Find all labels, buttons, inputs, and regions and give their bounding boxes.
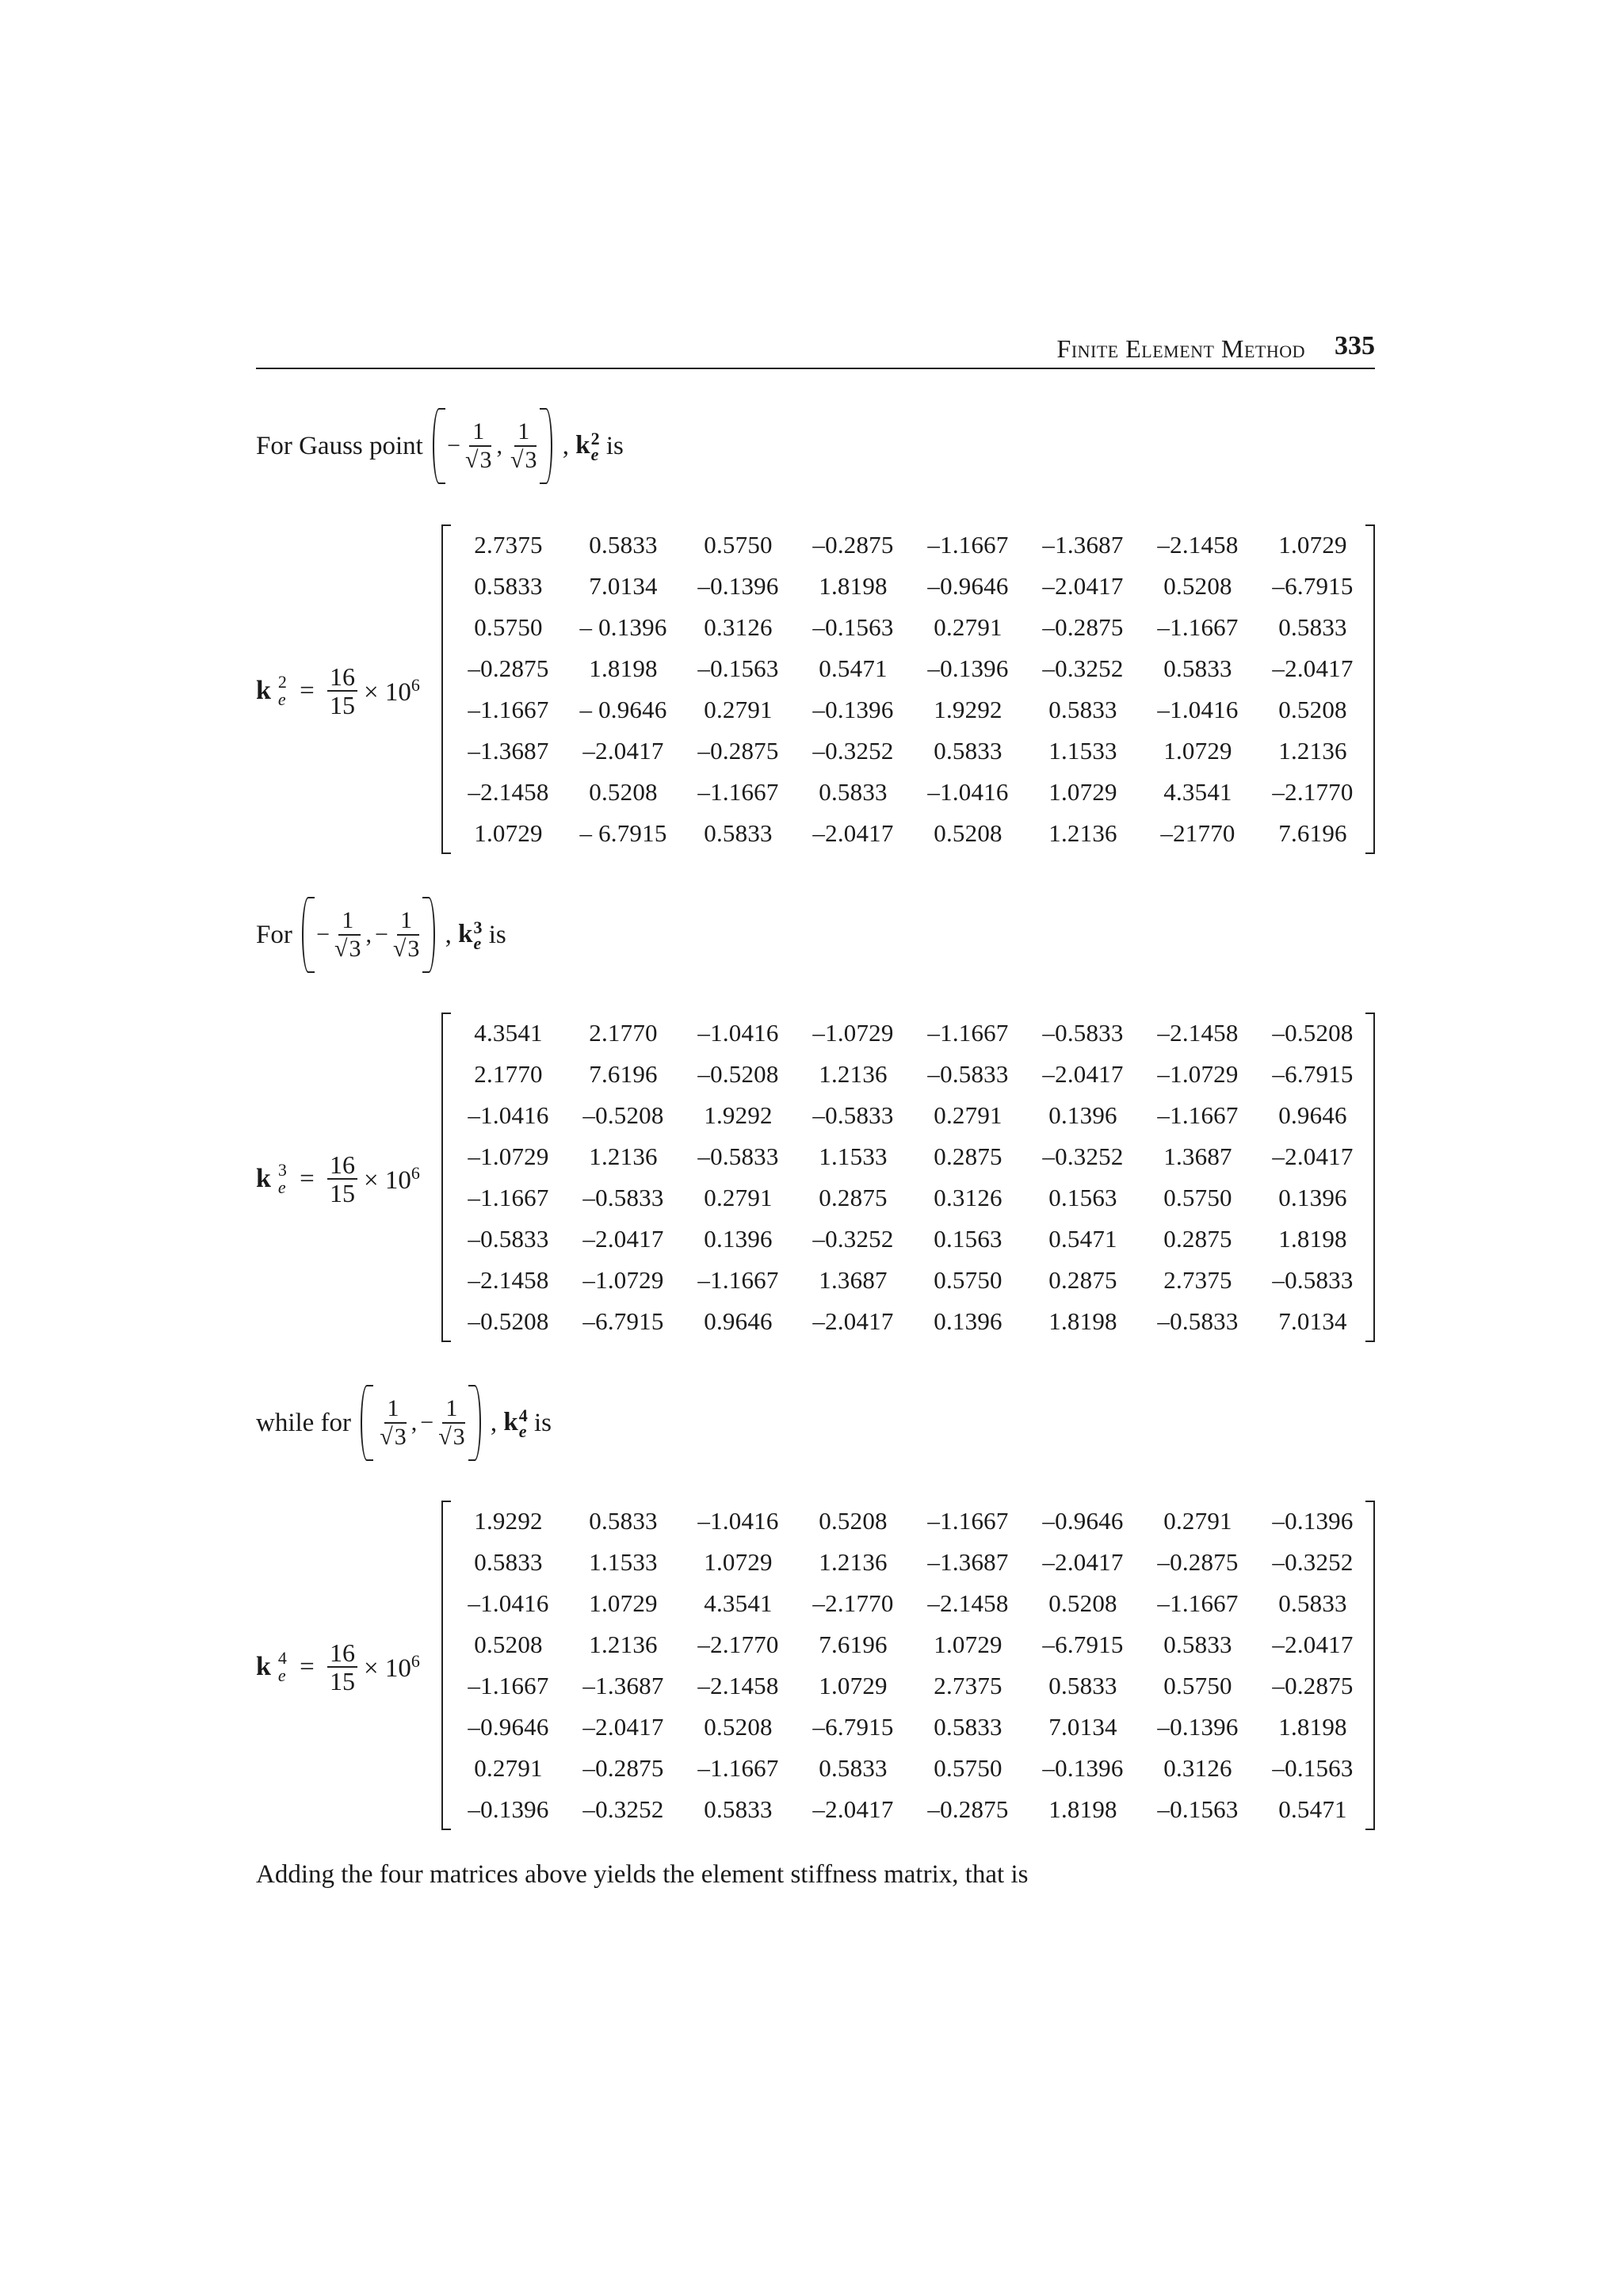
matrix-cell: –1.1667 [927, 1507, 1009, 1535]
matrix-cell: –2.0417 [1042, 1060, 1124, 1088]
stiffness-matrix [441, 1501, 1375, 1830]
exponent: 6 [411, 674, 420, 695]
intro-suffix: is [534, 1409, 552, 1437]
matrix-cell: 7.0134 [589, 572, 658, 600]
matrix-cell: 0.1563 [934, 1225, 1002, 1253]
gauss-point-tuple: − $\frac{1}{√3}$ , − $\frac{1}{√3}$ [302, 895, 435, 974]
matrix-cell: 1.2136 [819, 1060, 888, 1088]
matrix-cell: –0.1396 [1272, 1507, 1354, 1535]
matrix-cell: 1.1533 [819, 1142, 888, 1170]
intro-line-k4: while for $\frac{1}{√3}$ , − $\frac{1}{√3}$ , k 4 e is [256, 1383, 552, 1463]
matrix-cell: –0.1563 [1272, 1754, 1354, 1782]
page-number: 335 [1335, 331, 1375, 360]
matrix-cell: 1.2136 [1048, 819, 1117, 847]
matrix-cell: – 0.1396 [579, 613, 667, 641]
matrix-cell: –2.0417 [1272, 654, 1354, 682]
matrix-cell: –1.0729 [468, 1142, 549, 1170]
fraction-numerator: 1 [384, 1395, 403, 1424]
matrix-cell: 2.7375 [1163, 1266, 1232, 1294]
matrix-cell: –2.1458 [1157, 1019, 1239, 1047]
matrix-cell: –1.1667 [468, 1184, 549, 1211]
exponent: 6 [411, 1162, 420, 1183]
matrix-cell: 1.0729 [1278, 531, 1347, 559]
matrix-cell: –0.5833 [1042, 1019, 1124, 1047]
matrix-cell: –0.5833 [812, 1101, 894, 1129]
matrix-cell: 1.8198 [1048, 1307, 1117, 1335]
matrix-cell: 1.2136 [1278, 737, 1347, 765]
matrix-cell: –0.2875 [697, 737, 779, 765]
matrix-cell: 1.0729 [934, 1630, 1002, 1658]
matrix-cell: –2.0417 [1042, 572, 1124, 600]
matrix-row [441, 1095, 1375, 1136]
coefficient-numerator: 16 [327, 1639, 357, 1668]
k-superscript: 2 [590, 429, 600, 449]
matrix-cell: 0.5833 [819, 778, 888, 806]
matrix-cell: 0.1396 [934, 1307, 1002, 1335]
matrix-cell: –1.1667 [1157, 1101, 1239, 1129]
matrix-cell: 1.3687 [819, 1266, 888, 1294]
matrix-cell: –1.1667 [468, 1672, 549, 1699]
matrix-cell: 2.7375 [474, 531, 543, 559]
matrix-cell: –0.2875 [812, 531, 894, 559]
running-head-title: Finite Element Method [1056, 334, 1305, 363]
matrix-cell: –1.0729 [1157, 1060, 1239, 1088]
matrix-cell: –2.1458 [1157, 531, 1239, 559]
fraction-numerator: 1 [338, 907, 357, 936]
matrix-cell: –2.0417 [812, 819, 894, 847]
fraction-denominator: √3 [438, 1424, 465, 1450]
matrix-cell: 1.2136 [819, 1548, 888, 1576]
fraction-denominator: √3 [510, 447, 537, 473]
matrix-row [441, 1789, 1375, 1830]
coefficient-denominator: 15 [330, 1179, 356, 1207]
matrix-cell: –0.3252 [1272, 1548, 1354, 1576]
matrix-cell: 0.5833 [1278, 613, 1347, 641]
stiffness-matrix [441, 1013, 1375, 1342]
sqrt-radicand: 3 [394, 1424, 407, 1450]
matrix-cell: –1.0729 [812, 1019, 894, 1047]
matrix-cell: 0.5208 [589, 778, 658, 806]
fraction-denominator: √3 [392, 936, 420, 962]
matrix-cell: 0.5750 [1163, 1184, 1232, 1211]
matrix-cell: –1.1667 [1157, 1589, 1239, 1617]
matrix-cell: 1.2136 [589, 1142, 658, 1170]
matrix-cell: 0.5471 [1048, 1225, 1117, 1253]
equation-lhs: k 2 e = $\frac{16}{15}$ × $10^6$ [256, 662, 420, 719]
matrix-cell: –0.1396 [1157, 1713, 1239, 1741]
k-superscript: 4 [518, 1405, 528, 1426]
matrix-cell: 7.0134 [1278, 1307, 1347, 1335]
k-superscript: 3 [277, 1160, 287, 1180]
matrix-cell: –0.5833 [927, 1060, 1009, 1088]
k-symbol: k 3 e [458, 917, 483, 954]
tuple-sign: − [420, 1409, 434, 1436]
matrix-cell: 0.5833 [1048, 696, 1117, 723]
closing-paragraph: Adding the four matrices above yields the element stiffness matrix, that is [256, 1860, 1029, 1889]
matrix-row [441, 648, 1375, 689]
matrix-cell: 0.2791 [474, 1754, 543, 1782]
matrix-row [441, 813, 1375, 854]
matrix-cell: –6.7915 [812, 1713, 894, 1741]
matrix-cell: –2.0417 [1272, 1630, 1354, 1658]
matrix-cell: –2.1458 [468, 1266, 549, 1294]
fraction-numerator: 1 [514, 418, 533, 447]
matrix-cell: –0.5208 [1272, 1019, 1354, 1047]
coefficient-denominator: 15 [330, 691, 356, 719]
matrix-cell: 1.8198 [1048, 1795, 1117, 1823]
matrix-row [441, 1707, 1375, 1748]
gauss-point-tuple: $\frac{1}{√3}$ , − $\frac{1}{√3}$ [361, 1383, 480, 1463]
matrix-row [441, 1748, 1375, 1789]
intro-suffix: is [605, 432, 624, 460]
matrix-cell: 1.3687 [1163, 1142, 1232, 1170]
matrix-cell: 0.2791 [1163, 1507, 1232, 1535]
matrix-cell: 0.3126 [934, 1184, 1002, 1211]
matrix-cell: 0.5833 [704, 819, 773, 847]
tuple-fraction [509, 418, 538, 474]
matrix-cell: 0.5750 [934, 1754, 1002, 1782]
matrix-cell: 0.3126 [1163, 1754, 1232, 1782]
matrix-cell: –0.5833 [1272, 1266, 1354, 1294]
matrix-cell: 0.5833 [589, 531, 658, 559]
matrix-row [441, 1583, 1375, 1624]
matrix-cell: 2.1770 [589, 1019, 658, 1047]
matrix-cell: –2.1458 [697, 1672, 779, 1699]
matrix-cell: 0.2875 [1163, 1225, 1232, 1253]
matrix-cell: –0.9646 [468, 1713, 549, 1741]
matrix-row [441, 607, 1375, 648]
matrix-cell: 1.8198 [1278, 1225, 1347, 1253]
matrix-cell: –2.0417 [582, 1225, 664, 1253]
matrix-cell: –0.2875 [927, 1795, 1009, 1823]
matrix-cell: 0.2875 [1048, 1266, 1117, 1294]
tuple-fraction [391, 907, 421, 963]
k-symbol: k 4 e [503, 1405, 528, 1442]
matrix-cell: 0.3126 [704, 613, 773, 641]
matrix-cell: –1.1667 [927, 1019, 1009, 1047]
matrix-cell: –0.1396 [812, 696, 894, 723]
fraction-denominator: √3 [334, 936, 361, 962]
matrix-cell: 0.5208 [474, 1630, 543, 1658]
matrix-cell: 0.5750 [704, 531, 773, 559]
matrix-cell: –6.7915 [582, 1307, 664, 1335]
matrix-cell: – 0.9646 [579, 696, 667, 723]
matrix-cell: –1.0416 [927, 778, 1009, 806]
intro-suffix: is [488, 921, 506, 949]
power-of-ten: × 10 [364, 1165, 411, 1195]
matrix-cell: –0.2875 [1157, 1548, 1239, 1576]
matrix-row [441, 1054, 1375, 1095]
running-head [256, 331, 1375, 369]
matrix-row [441, 1013, 1375, 1054]
exponent: 6 [411, 1650, 420, 1671]
matrix-cell: –1.1667 [697, 1266, 779, 1294]
matrix-cell: 0.9646 [704, 1307, 773, 1335]
matrix-cell: –0.5208 [468, 1307, 549, 1335]
coefficient-fraction [327, 1151, 357, 1207]
intro-prefix: For [256, 921, 292, 949]
matrix-cell: 1.2136 [589, 1630, 658, 1658]
matrix-cell: 0.5208 [1048, 1589, 1117, 1617]
matrix-cell: 0.9646 [1278, 1101, 1347, 1129]
matrix-cell: 0.5833 [474, 572, 543, 600]
matrix-cell: –0.1396 [1042, 1754, 1124, 1782]
matrix-cell: –0.1396 [697, 572, 779, 600]
matrix-cell: 0.1563 [1048, 1184, 1117, 1211]
tuple-fraction [464, 418, 493, 474]
intro-line-k2: For Gauss point − $\frac{1}{√3}$ , $\frac{1}{√3}$ , k 2 e is [256, 406, 624, 486]
sqrt-radicand: 3 [479, 447, 492, 473]
matrix-cell: –1.0729 [582, 1266, 664, 1294]
fraction-denominator: √3 [380, 1424, 407, 1450]
matrix-cell: 0.5833 [934, 1713, 1002, 1741]
matrix-cell: 0.1396 [704, 1225, 773, 1253]
matrix-cell: 0.5833 [1048, 1672, 1117, 1699]
fraction-numerator: 1 [397, 907, 415, 936]
matrix-cell: –1.3687 [582, 1672, 664, 1699]
matrix-cell: 0.5833 [704, 1795, 773, 1823]
matrix-cell: 0.5471 [1278, 1795, 1347, 1823]
matrix-cell: 0.5208 [704, 1713, 773, 1741]
matrix-cell: –1.0416 [697, 1507, 779, 1535]
matrix-cell: –2.1770 [812, 1589, 894, 1617]
matrix-cell: –1.0416 [697, 1019, 779, 1047]
matrix-row [441, 1542, 1375, 1583]
matrix-cell: 0.5750 [474, 613, 543, 641]
matrix-cell: 0.5833 [1163, 1630, 1232, 1658]
k-subscript: e [518, 1421, 527, 1442]
matrix-cell: –0.1396 [927, 654, 1009, 682]
matrix-cell: 0.2875 [819, 1184, 888, 1211]
matrix-cell: 1.0729 [704, 1548, 773, 1576]
matrix-cell: –1.1667 [697, 778, 779, 806]
matrix-cell: –0.5208 [697, 1060, 779, 1088]
intro-line-k3: For − $\frac{1}{√3}$ , − $\frac{1}{√3}$ , k 3 e is [256, 895, 506, 974]
matrix-cell: –2.0417 [582, 1713, 664, 1741]
k-subscript: e [277, 689, 286, 709]
k-subscript: e [590, 444, 599, 465]
power-of-ten: × 10 [364, 1653, 411, 1683]
matrix-cell: –1.1667 [468, 696, 549, 723]
matrix-cell: 7.6196 [1278, 819, 1347, 847]
k-symbol: k [256, 676, 271, 705]
matrix-cell: 0.2791 [934, 1101, 1002, 1129]
matrix-cell: 1.9292 [934, 696, 1002, 723]
matrix-cell: 4.3541 [1163, 778, 1232, 806]
matrix-cell: 0.5833 [1278, 1589, 1347, 1617]
matrix-cell: 0.5208 [1278, 696, 1347, 723]
matrix-cell: 0.5833 [1163, 654, 1232, 682]
matrix-cell: 1.0729 [474, 819, 543, 847]
matrix-cell: 1.8198 [819, 572, 888, 600]
matrix-cell: 0.2791 [704, 1184, 773, 1211]
matrix-cell: 0.2791 [704, 696, 773, 723]
matrix-row [441, 1301, 1375, 1342]
matrix-cell: –0.5833 [582, 1184, 664, 1211]
matrix-cell: –0.3252 [582, 1795, 664, 1823]
matrix-cell: 0.1396 [1278, 1184, 1347, 1211]
matrix-cell: 0.5208 [819, 1507, 888, 1535]
k-superscript: 4 [277, 1648, 287, 1668]
matrix-cell: –0.3252 [1042, 1142, 1124, 1170]
matrix-cell: –2.1458 [468, 778, 549, 806]
matrix-cell: –0.3252 [812, 1225, 894, 1253]
k-subscript: e [473, 933, 482, 954]
coefficient-fraction [327, 663, 357, 719]
k-superscript: 2 [277, 672, 287, 692]
matrix-cell: –0.9646 [927, 572, 1009, 600]
tuple-sign: − [316, 921, 330, 948]
coefficient-numerator: 16 [327, 1151, 357, 1180]
matrix-cell: –0.2875 [582, 1754, 664, 1782]
matrix-cell: 4.3541 [474, 1019, 543, 1047]
matrix-cell: –6.7915 [1272, 1060, 1354, 1088]
matrix-cell: –0.9646 [1042, 1507, 1124, 1535]
matrix-cell: –0.3252 [812, 737, 894, 765]
coefficient-fraction [327, 1639, 357, 1695]
matrix-row [441, 689, 1375, 730]
sqrt-radicand: 3 [407, 936, 420, 962]
coefficient-denominator: 15 [330, 1667, 356, 1695]
matrix-cell: –2.1770 [697, 1630, 779, 1658]
power-of-ten: × 10 [364, 677, 411, 707]
intro-prefix: For Gauss point [256, 432, 423, 460]
matrix-cell: –0.2875 [468, 654, 549, 682]
fraction-numerator: 1 [469, 418, 487, 447]
k-symbol: k [256, 1652, 271, 1681]
tuple-fraction [333, 907, 362, 963]
matrix-row [441, 566, 1375, 607]
k-subscript: e [277, 1665, 286, 1685]
matrix-cell: –2.0417 [812, 1307, 894, 1335]
matrix-cell: –0.5833 [468, 1225, 549, 1253]
matrix-cell: –2.1770 [1272, 778, 1354, 806]
matrix-cell: 1.9292 [474, 1507, 543, 1535]
matrix-cell: –0.2875 [1272, 1672, 1354, 1699]
matrix-cell: –1.1667 [927, 531, 1009, 559]
matrix-cell: 0.5750 [934, 1266, 1002, 1294]
matrix-cell: 1.0729 [1048, 778, 1117, 806]
equation-lhs: k 4 e = $\frac{16}{15}$ × $10^6$ [256, 1638, 420, 1695]
matrix-cell: –1.1667 [697, 1754, 779, 1782]
matrix-cell: 0.5833 [934, 737, 1002, 765]
matrix-cell: –1.0416 [1157, 696, 1239, 723]
sqrt-radicand: 3 [525, 447, 537, 473]
matrix-row [441, 524, 1375, 566]
matrix-cell: 1.8198 [1278, 1713, 1347, 1741]
matrix-cell: 1.9292 [704, 1101, 773, 1129]
stiffness-matrix [441, 524, 1375, 854]
matrix-cell: –6.7915 [1042, 1630, 1124, 1658]
matrix-cell: –1.3687 [1042, 531, 1124, 559]
sqrt-radicand: 3 [453, 1424, 465, 1450]
matrix-cell: 7.6196 [819, 1630, 888, 1658]
matrix-cell: 1.0729 [589, 1589, 658, 1617]
matrix-cell: 0.2791 [934, 613, 1002, 641]
matrix-cell: 2.7375 [934, 1672, 1002, 1699]
matrix-cell: –0.5208 [582, 1101, 664, 1129]
matrix-cell: 1.0729 [819, 1672, 888, 1699]
k-subscript: e [277, 1177, 286, 1197]
fraction-numerator: 1 [442, 1395, 460, 1424]
tuple-sign: − [374, 921, 388, 948]
matrix-row [441, 1624, 1375, 1665]
matrix-cell: –1.0416 [468, 1101, 549, 1129]
matrix-cell: 7.6196 [589, 1060, 658, 1088]
matrix-row [441, 1136, 1375, 1177]
matrix-row [441, 1177, 1375, 1219]
coefficient-numerator: 16 [327, 663, 357, 692]
matrix-cell: 0.5833 [589, 1507, 658, 1535]
matrix-cell: –2.1458 [927, 1589, 1009, 1617]
matrix-cell: –0.2875 [1042, 613, 1124, 641]
fraction-denominator: √3 [465, 447, 492, 473]
matrix-cell: –1.0416 [468, 1589, 549, 1617]
matrix-cell: 0.5208 [1163, 572, 1232, 600]
matrix-cell: –6.7915 [1272, 572, 1354, 600]
matrix-cell: 2.1770 [474, 1060, 543, 1088]
matrix-cell: –2.0417 [812, 1795, 894, 1823]
matrix-row [441, 1665, 1375, 1707]
k-symbol: k [256, 1164, 271, 1193]
tuple-fraction [437, 1395, 466, 1451]
matrix-cell: 0.5833 [474, 1548, 543, 1576]
matrix-cell: –2.0417 [1042, 1548, 1124, 1576]
matrix-cell: –0.5833 [1157, 1307, 1239, 1335]
matrix-cell: 1.1533 [589, 1548, 658, 1576]
k-symbol: k 2 e [575, 429, 600, 465]
intro-prefix: while for [256, 1409, 352, 1437]
matrix-cell: –0.1563 [697, 654, 779, 682]
matrix-cell: –0.1563 [1157, 1795, 1239, 1823]
matrix-row [441, 1219, 1375, 1260]
matrix-cell: –21770 [1160, 819, 1235, 847]
matrix-cell: 0.5208 [934, 819, 1002, 847]
matrix-cell: 0.2875 [934, 1142, 1002, 1170]
matrix-cell: – 6.7915 [579, 819, 667, 847]
sqrt-radicand: 3 [349, 936, 361, 962]
matrix-cell: –0.3252 [1042, 654, 1124, 682]
matrix-cell: 1.1533 [1048, 737, 1117, 765]
matrix-cell: –0.5833 [697, 1142, 779, 1170]
matrix-cell: 0.5471 [819, 654, 888, 682]
matrix-cell: –0.1563 [812, 613, 894, 641]
gauss-point-tuple: − $\frac{1}{√3}$ , $\frac{1}{√3}$ [433, 406, 552, 486]
equation-lhs: k 3 e = $\frac{16}{15}$ × $10^6$ [256, 1150, 420, 1207]
matrix-cell: –0.1396 [468, 1795, 549, 1823]
matrix-cell: 1.8198 [589, 654, 658, 682]
matrix-row [441, 1260, 1375, 1301]
k-superscript: 3 [473, 917, 483, 938]
matrix-row [441, 730, 1375, 772]
matrix-cell: –1.1667 [1157, 613, 1239, 641]
matrix-cell: –1.3687 [927, 1548, 1009, 1576]
tuple-sign: − [447, 433, 461, 459]
matrix-cell: 7.0134 [1048, 1713, 1117, 1741]
matrix-cell: 0.1396 [1048, 1101, 1117, 1129]
matrix-cell: –2.0417 [1272, 1142, 1354, 1170]
matrix-cell: 4.3541 [704, 1589, 773, 1617]
matrix-cell: 0.5833 [819, 1754, 888, 1782]
matrix-cell: –2.0417 [582, 737, 664, 765]
matrix-cell: –1.3687 [468, 737, 549, 765]
matrix-cell: 1.0729 [1163, 737, 1232, 765]
matrix-cell: 0.5750 [1163, 1672, 1232, 1699]
matrix-row [441, 772, 1375, 813]
matrix-row [441, 1501, 1375, 1542]
tuple-fraction [378, 1395, 407, 1451]
